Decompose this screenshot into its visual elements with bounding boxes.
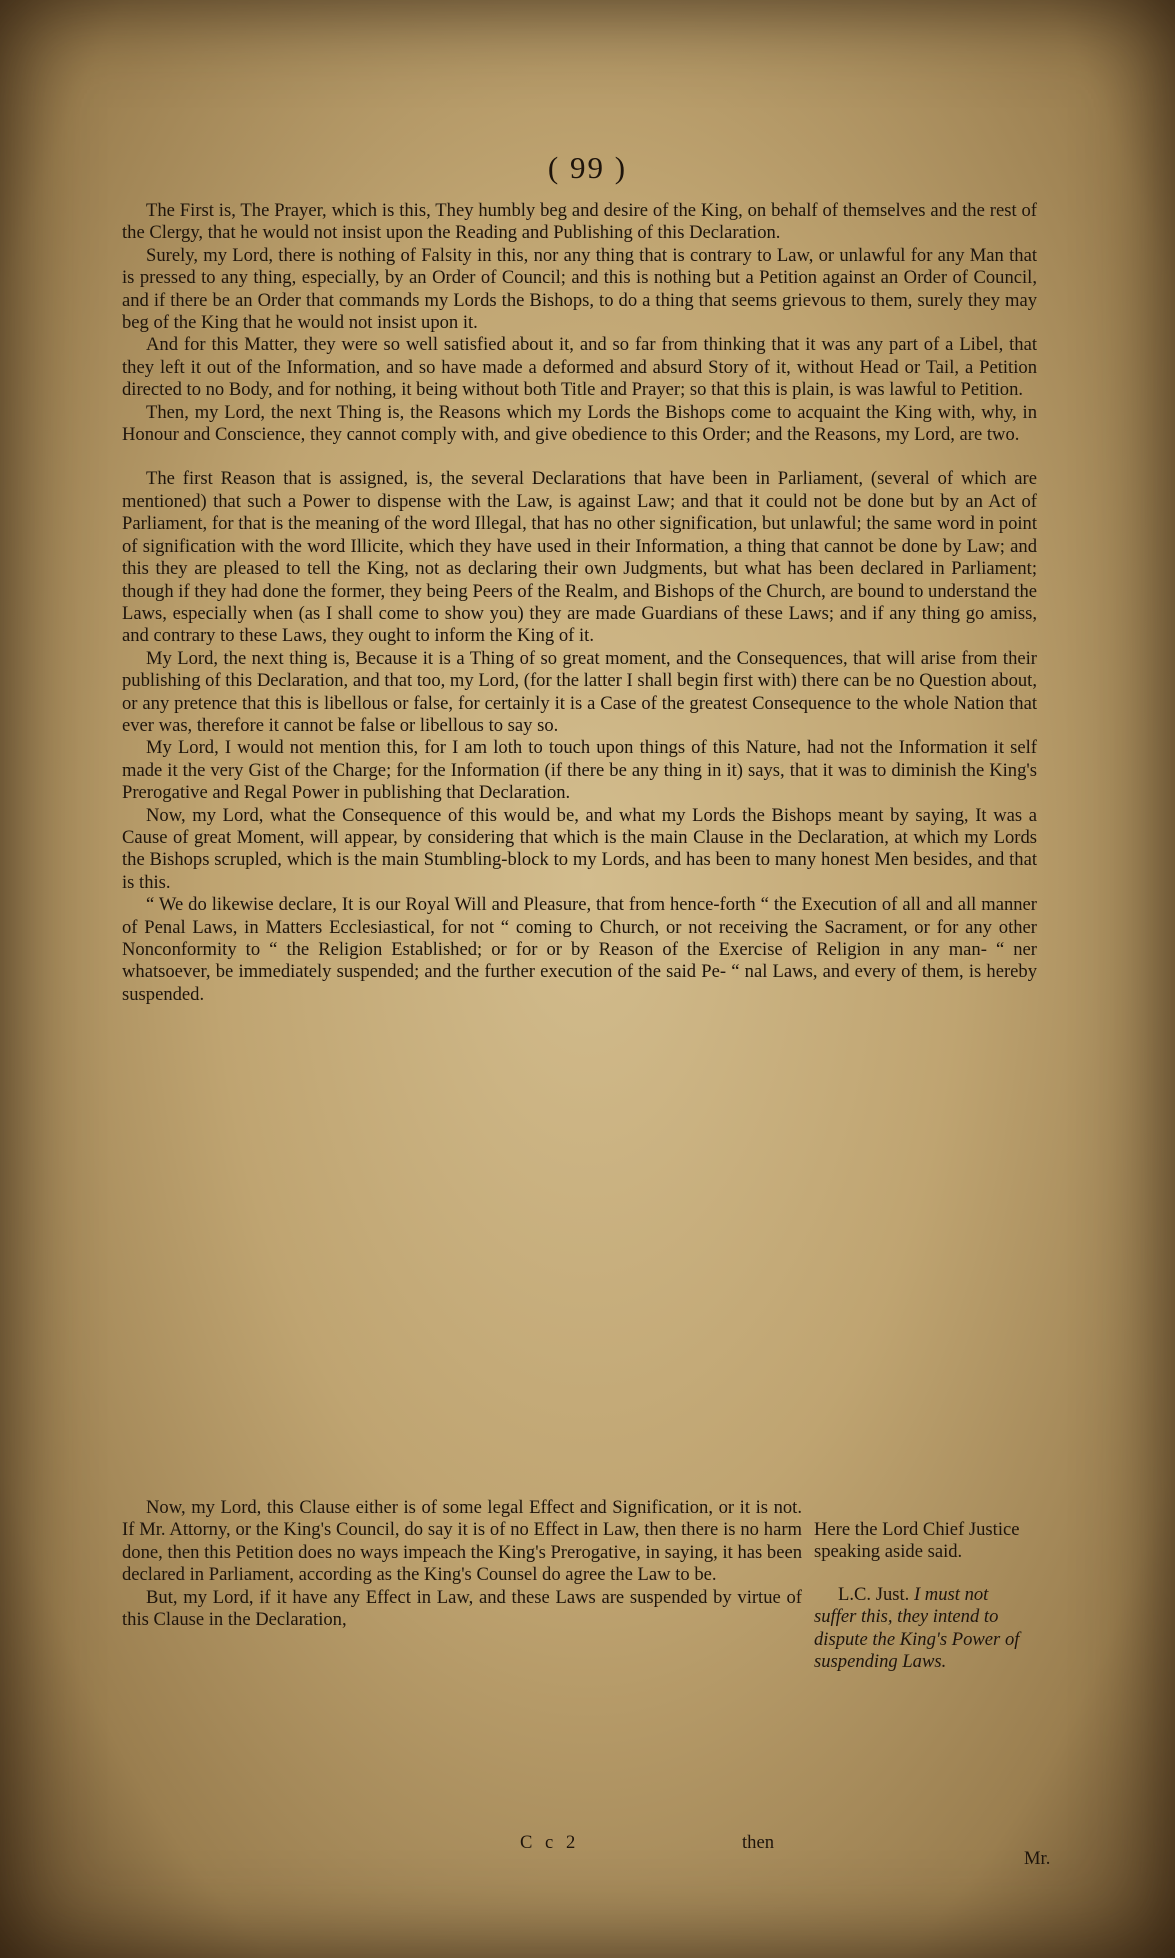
lower-section bbox=[122, 1497, 1042, 1693]
lower-main-text bbox=[122, 1497, 802, 1693]
paragraph: Surely, my Lord, there is nothing of Falsity in this, nor any thing that is contrary to Law, or unlawful for any Man that is pressed to any thing, especially, by an Order of Council; and this is nothing but a Petition against an Order of Council, and if there be an Order that commands my Lords the Bishops, to do a thing that seems grievous to them, surely they may beg of the King that he would not insist upon it. bbox=[122, 244, 1037, 334]
paragraph: Now, my Lord, this Clause either is of some legal Effect and Signification, or it is not. If Mr. Attorny, or the King's Council, do say it is of no Effect in Law, then there is no harm done, then this Petition does no ways impeach the King's Prerogative, in saying, it has been declared in Parliament, according as the King's Counsel do agree the Law to be. bbox=[122, 1497, 802, 1586]
catchword-margin: Mr. bbox=[1024, 1848, 1051, 1869]
paragraph: The First is, The Prayer, which is this, They humbly beg and desire of the King, on behalf of themselves and the rest of the Clergy, that he would not insist upon the Reading and Publishing of this Declaration. bbox=[122, 200, 1037, 244]
paragraph: But, my Lord, if it have any Effect in Law, and these Laws are suspended by virtue of this Clause in the Declaration, bbox=[122, 1586, 802, 1631]
paragraph: The first Reason that is assigned, is, the several Declarations that have been in Parliament, (several of which are mentioned) that such a Power to dispense with the Law, is against Law; and that it could not be done but by an Act of Parliament, for that is the meaning of the word Illegal, that has no other signification, but unlawful; the same word in point of signification with the word Illicite, which they have used in their Information, a thing that cannot be done by Law; and this they are pleased to tell the King, not as declaring their own Judgments, but what has been declared in Parliament; though if they had done the former, they being Peers of the Realm, and Bishops of the Church, are bound to understand the Laws, especially when (as I shall come to show you) they are made Guardians of these Laws; and if any thing go amiss, and contrary to these Laws, they ought to inform the King of it. bbox=[122, 468, 1037, 647]
page-number: ( 99 ) bbox=[547, 150, 628, 185]
paragraph: Now, my Lord, what the Consequence of this would be, and what my Lords the Bishops meant by saying, It was a Cause of great Moment, will appear, by considering that which is the main Clause in the Declaration, at which my Lords the Bishops scrupled, which is the main Stumbling-block to my Lords, and has been to many honest Men besides, and that is this. bbox=[122, 804, 1037, 893]
signature-mark: C c 2 bbox=[520, 1832, 580, 1853]
margin-note-lcj bbox=[814, 1584, 1029, 1674]
margin-note-speaker: L.C. Just. bbox=[838, 1583, 910, 1605]
margin-note: Here the Lord Chief Justice speaking aside said. bbox=[814, 1519, 1020, 1563]
margin-note-speech: I must not suffer this, they intend to dispute the King's Power of suspending Laws. bbox=[814, 1583, 1020, 1673]
declaration-quote: “ We do likewise declare, It is our Royal Will and Pleasure, that from hence-forth “ the Execution of all and all manner of Penal Laws, in Matters Ecclesiastical, for not “ coming to Church, or not receiving the Sacrament, or for any other Nonconformity to “ the Religion Established; or for or by Reason of the Exercise of Religion in any man‑ “ ner whatsoever, be immediately suspended; and the further execution of the said Pe‑ “ nal Laws, and every of them, is hereby suspended. bbox=[122, 894, 1037, 1005]
margin-notes bbox=[814, 1497, 1029, 1693]
paragraph: And for this Matter, they were so well satisfied about it, and so far from thinking that it was any part of a Libel, that they left it out of the Information, and so have made a deformed and absurd Story of it, without Head or Tail, a Petition directed to no Body, and for nothing, it being without both Title and Prayer; so that this is plain, is was lawful to Petition. bbox=[122, 334, 1037, 401]
paragraph: My Lord, I would not mention this, for I am loth to touch upon things of this Nature, had not the Information it self made it the very Gist of the Charge; for the Information (if there be any thing in it) says, that it was to diminish the King's Prerogative and Regal Power in publishing that Declaration. bbox=[122, 737, 1037, 804]
main-text bbox=[122, 200, 1037, 1006]
paragraph: Then, my Lord, the next Thing is, the Reasons which my Lords the Bishops come to acquaint the King with, why, in Honour and Conscience, they cannot comply with, and give obedience to this Order; and the Reasons, my Lord, are two. bbox=[122, 401, 1037, 446]
paragraph: My Lord, the next thing is, Because it is a Thing of so great moment, and the Consequences, that will arise from their publishing of this Declaration, and that too, my Lord, (for the latter I shall begin first with) there can be no Question about, or any pretence that this is libellous or false, for certainly it is a Case of the greatest Consequence to the whole Nation that ever was, therefore it cannot be false or libellous to say so. bbox=[122, 647, 1037, 736]
catchword: then bbox=[742, 1832, 775, 1853]
